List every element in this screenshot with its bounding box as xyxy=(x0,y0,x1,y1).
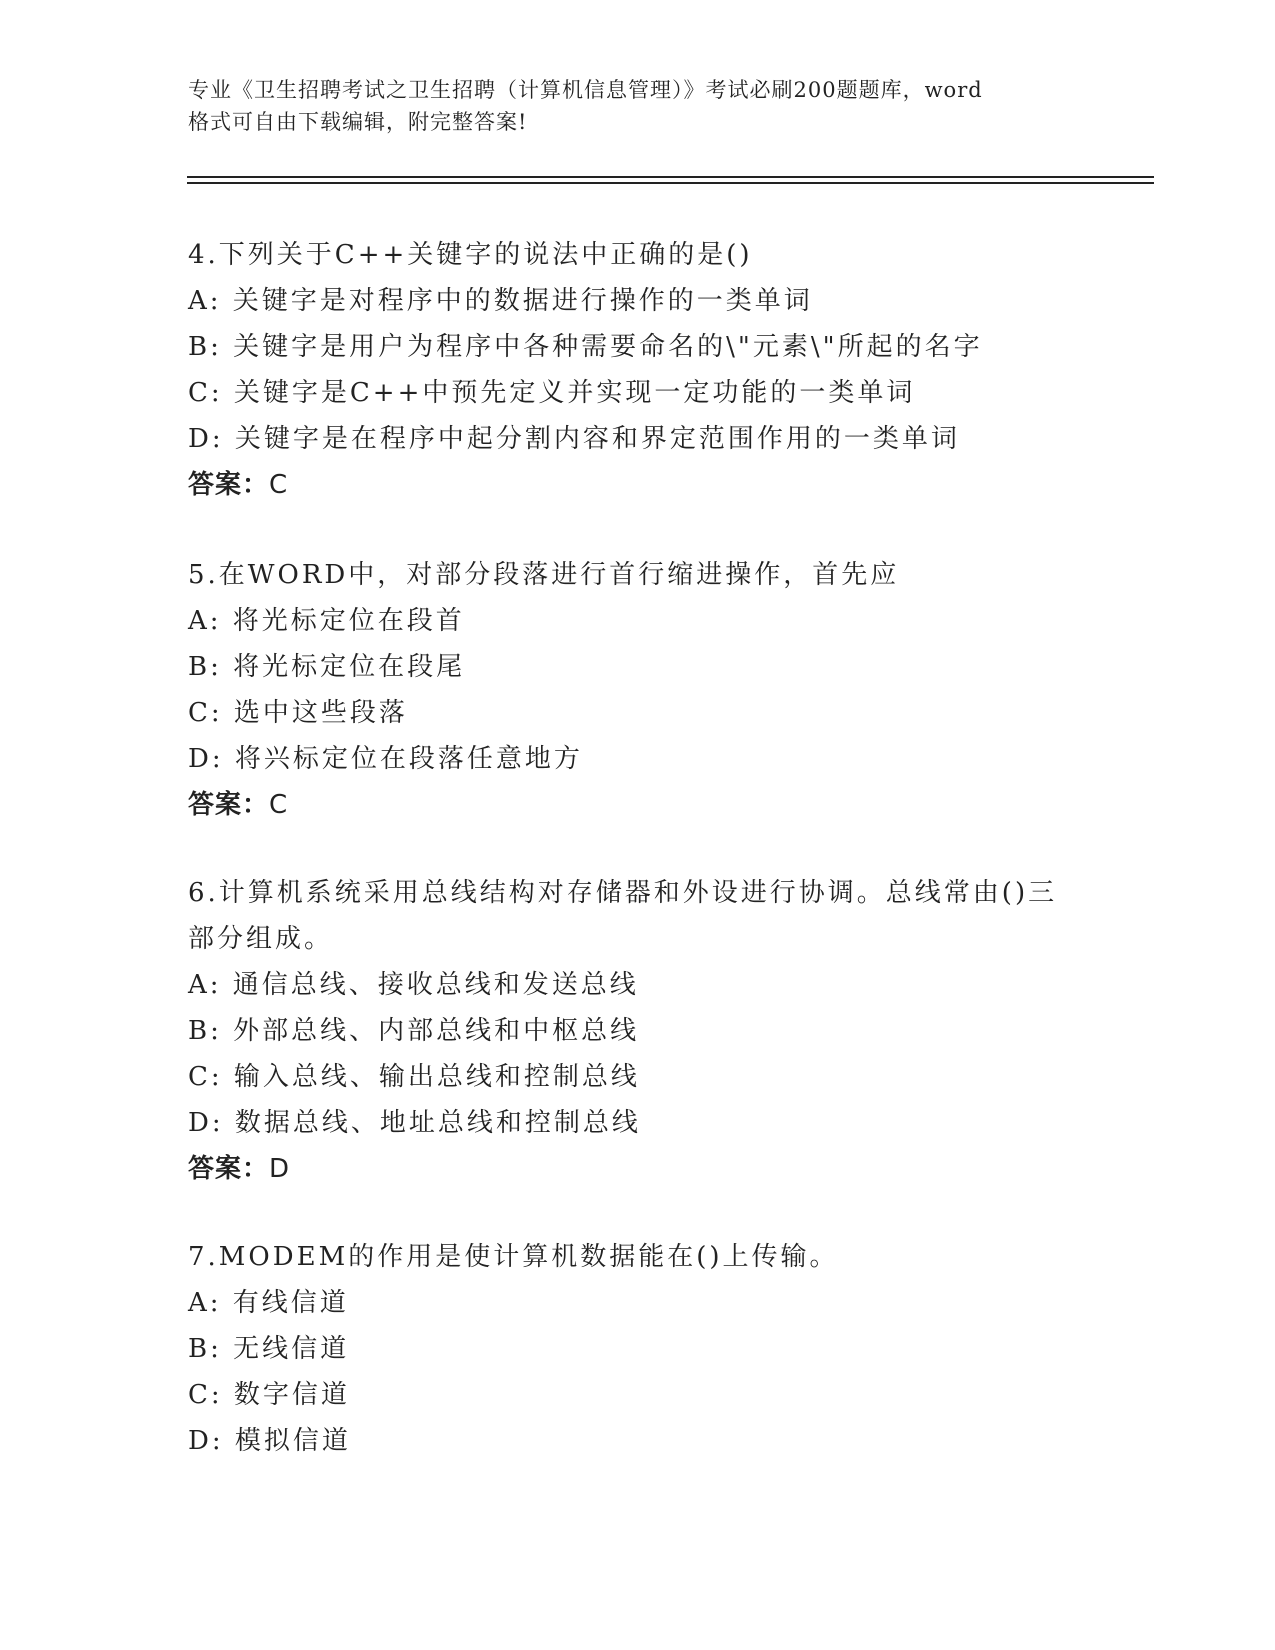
option-b: B: 无线信道 xyxy=(188,1334,350,1364)
option-c: C: 选中这些段落 xyxy=(188,698,408,728)
option-b: B: 关键字是用户为程序中各种需要命名的\"元素\"所起的名字 xyxy=(188,332,983,362)
question-text: 7.MODEM的作用是使计算机数据能在()上传输。 xyxy=(188,1242,839,1272)
header-line-2: 格式可自由下载编辑，附完整答案! xyxy=(188,110,528,134)
header-rule-bottom xyxy=(187,182,1154,184)
question-7 xyxy=(188,1234,1068,1464)
answer-line xyxy=(188,1146,1068,1192)
question-text: 6.计算机系统采用总线结构对存储器和外设进行协调。总线常由()三部分组成。 xyxy=(188,878,1058,954)
option-a: A: 通信总线、接收总线和发送总线 xyxy=(188,970,639,1000)
header-line-1: 专业《卫生招聘考试之卫生招聘（计算机信息管理）》考试必刷200题题库，word xyxy=(188,78,983,102)
option-b: B: 将光标定位在段尾 xyxy=(188,652,466,682)
answer-value: C xyxy=(269,790,289,820)
option-a: A: 将光标定位在段首 xyxy=(188,606,465,636)
answer-label: 答案： xyxy=(188,470,270,500)
answer-value: C xyxy=(269,470,289,500)
option-a: A: 有线信道 xyxy=(188,1288,349,1318)
answer-value: D xyxy=(269,1154,291,1184)
question-text: 5.在WORD中，对部分段落进行首行缩进操作，首先应 xyxy=(188,560,900,590)
question-text: 4.下列关于C++关键字的说法中正确的是() xyxy=(188,240,753,270)
answer-line xyxy=(188,462,1068,508)
answer-label: 答案： xyxy=(188,1154,270,1184)
answer-line xyxy=(188,782,1068,828)
option-d: D: 数据总线、地址总线和控制总线 xyxy=(188,1108,641,1138)
option-a: A: 关键字是对程序中的数据进行操作的一类单词 xyxy=(188,286,813,316)
option-c: C: 关键字是C++中预先定义并实现一定功能的一类单词 xyxy=(188,378,916,408)
option-d: D: 关键字是在程序中起分割内容和界定范围作用的一类单词 xyxy=(188,424,960,454)
option-d: D: 将兴标定位在段落任意地方 xyxy=(188,744,583,774)
question-4 xyxy=(188,232,1068,508)
document-header xyxy=(188,74,1088,138)
question-6 xyxy=(188,870,1068,1192)
option-d: D: 模拟信道 xyxy=(188,1426,351,1456)
header-rule-top xyxy=(187,176,1154,178)
option-b: B: 外部总线、内部总线和中枢总线 xyxy=(188,1016,640,1046)
option-c: C: 数字信道 xyxy=(188,1380,350,1410)
option-c: C: 输入总线、输出总线和控制总线 xyxy=(188,1062,640,1092)
answer-label: 答案： xyxy=(188,790,270,820)
question-5 xyxy=(188,552,1068,828)
